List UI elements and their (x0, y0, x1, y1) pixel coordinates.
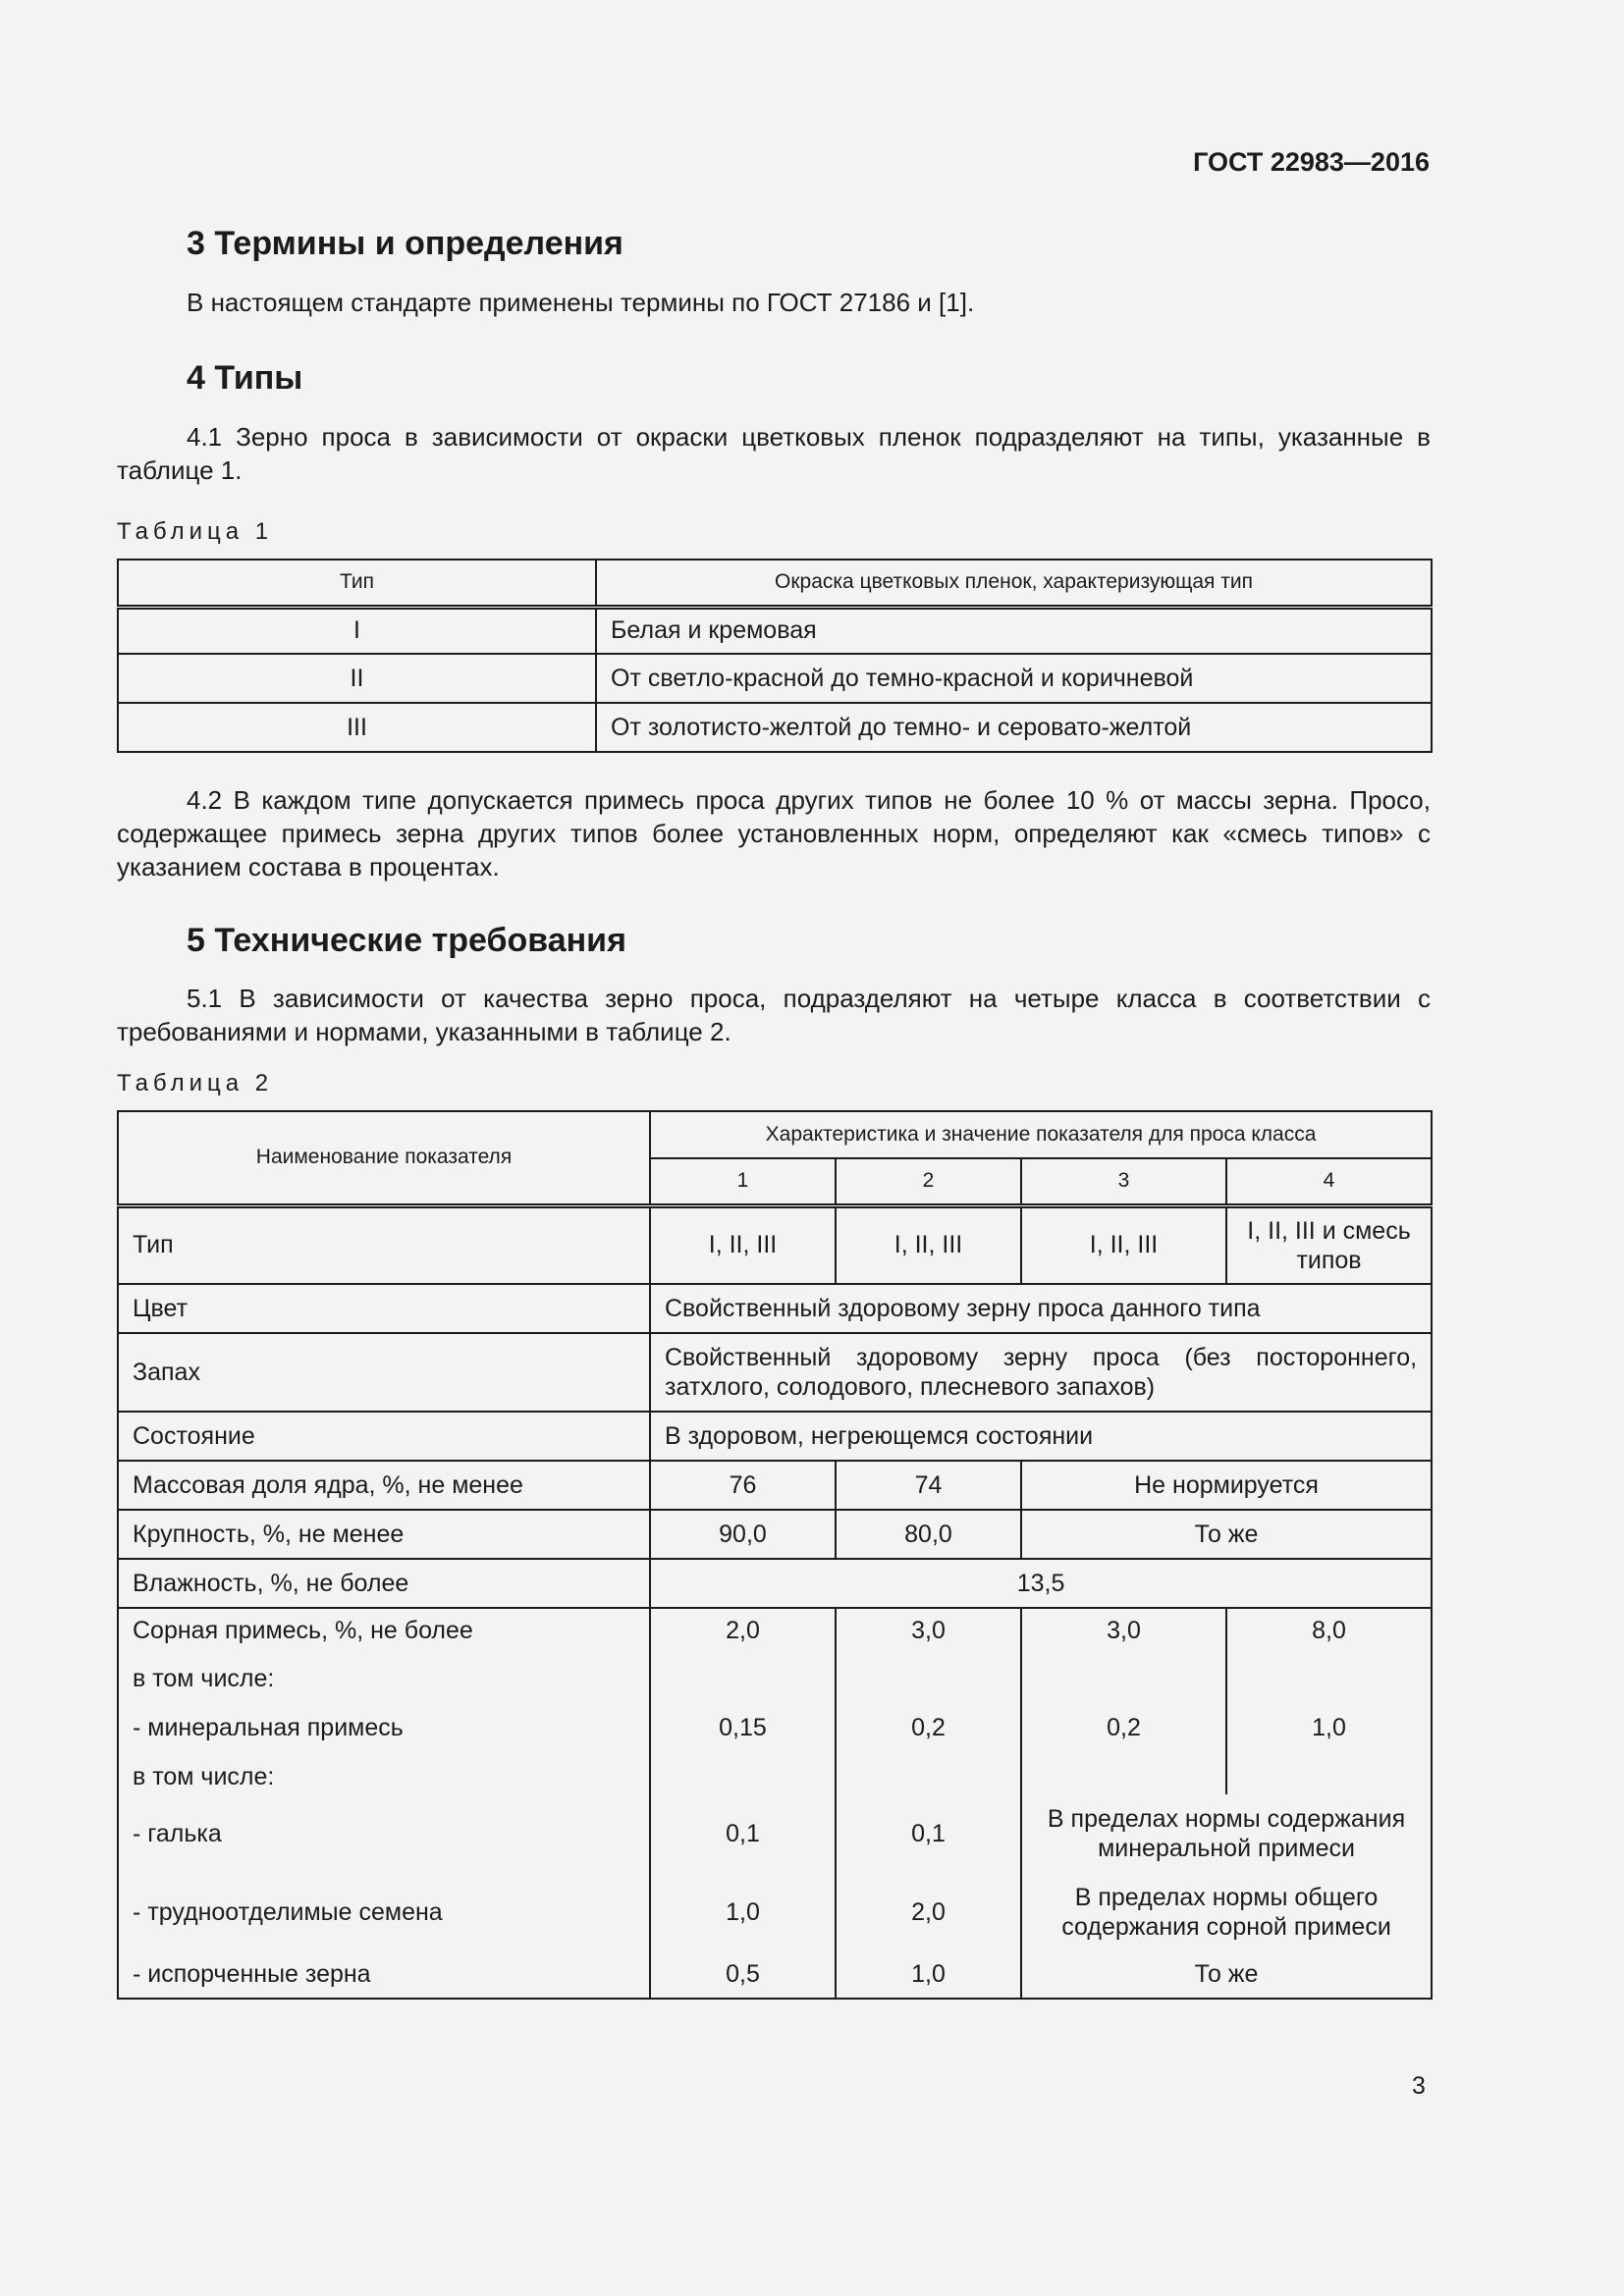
table-cell: 0,5 (650, 1951, 836, 1999)
table-cell: Свойственный здоровому зерну проса (без постороннего, затхлого, солодового, плесневого запахов) (650, 1333, 1432, 1412)
table-cell: - трудноотделимые семена (118, 1873, 650, 1951)
table-cell: I, II, III (650, 1205, 836, 1284)
table-cell: I (118, 607, 596, 654)
table-cell: в том числе: (118, 1755, 650, 1794)
table-cell: Белая и кремовая (596, 607, 1432, 654)
table-cell: 0,15 (650, 1706, 836, 1755)
table-2 (117, 1110, 1433, 2000)
table-1 (117, 559, 1433, 753)
table-cell: 0,2 (836, 1706, 1021, 1755)
table-2-header-characteristic: Характеристика и значение показателя для проса класса (650, 1111, 1432, 1158)
table-cell: 0,2 (1021, 1706, 1226, 1755)
table-cell: 76 (650, 1461, 836, 1510)
table-cell: Влажность, %, не более (118, 1559, 650, 1608)
table-cell: I, II, III и смесь типов (1226, 1205, 1432, 1284)
table-cell: Сорная примесь, %, не более (118, 1608, 650, 1657)
table-cell: Состояние (118, 1412, 650, 1461)
table-cell: То же (1021, 1951, 1432, 1999)
table-cell: Массовая доля ядра, %, не менее (118, 1461, 650, 1510)
table-cell: 13,5 (650, 1559, 1432, 1608)
table-cell: 1,0 (836, 1951, 1021, 1999)
table-cell: - минеральная примесь (118, 1706, 650, 1755)
table-2-header-class-2: 2 (836, 1158, 1021, 1205)
table-cell: - галька (118, 1794, 650, 1873)
page-number: 3 (1412, 2072, 1426, 2100)
section-3-title: 3 Термины и определения (187, 225, 623, 262)
table-cell: в том числе: (118, 1657, 650, 1706)
table-1-header-type: Тип (118, 560, 596, 607)
table-cell: В пределах нормы общего содержания сорной примеси (1021, 1873, 1432, 1951)
table-1-caption: Таблица 1 (117, 518, 274, 545)
table-cell: 1,0 (650, 1873, 836, 1951)
table-cell: От золотисто-желтой до темно- и серовато-желтой (596, 703, 1432, 752)
paragraph-5-1: 5.1 В зависимости от качества зерно проса, подразделяют на четыре класса в соответствии с требованиями и нормами, указанными в таблице 2. (117, 984, 1431, 1046)
table-2-caption: Таблица 2 (117, 1070, 274, 1096)
table-cell: 3,0 (836, 1608, 1021, 1657)
table-cell: В пределах нормы содержания минеральной примеси (1021, 1794, 1432, 1873)
table-1-header-color: Окраска цветковых пленок, характеризующая тип (596, 560, 1432, 607)
paragraph-4-2: 4.2 В каждом типе допускается примесь проса других типов не более 10 % от массы зерна. Просо, содержащее примесь зерна других типов более установленных норм, определяют как «смесь типов» с указанием состава в процентах. (117, 785, 1431, 881)
table-cell: III (118, 703, 596, 752)
table-cell: 80,0 (836, 1510, 1021, 1559)
table-cell: Свойственный здоровому зерну проса данного типа (650, 1284, 1432, 1333)
table-cell: 2,0 (836, 1873, 1021, 1951)
table-cell: I, II, III (836, 1205, 1021, 1284)
section-4-title: 4 Типы (187, 359, 303, 397)
table-cell: 3,0 (1021, 1608, 1226, 1657)
table-2-header-class-4: 4 (1226, 1158, 1432, 1205)
table-cell: 90,0 (650, 1510, 836, 1559)
table-cell: В здоровом, негреющемся состоянии (650, 1412, 1432, 1461)
table-cell: 8,0 (1226, 1608, 1432, 1657)
section-5-title: 5 Технические требования (187, 922, 626, 959)
table-cell: Крупность, %, не менее (118, 1510, 650, 1559)
section-3-text: В настоящем стандарте применены термины по ГОСТ 27186 и [1]. (187, 288, 975, 317)
table-cell: То же (1021, 1510, 1432, 1559)
table-cell: 74 (836, 1461, 1021, 1510)
table-cell: Не нормируется (1021, 1461, 1432, 1510)
table-cell: - испорченные зерна (118, 1951, 650, 1999)
table-cell: 0,1 (650, 1794, 836, 1873)
table-cell: 2,0 (650, 1608, 836, 1657)
table-cell: Цвет (118, 1284, 650, 1333)
table-cell: От светло-красной до темно-красной и коричневой (596, 654, 1432, 703)
table-2-header-name: Наименование показателя (118, 1111, 650, 1205)
table-cell: 1,0 (1226, 1706, 1432, 1755)
table-2-header-class-1: 1 (650, 1158, 836, 1205)
table-2-header-class-3: 3 (1021, 1158, 1226, 1205)
table-cell: Запах (118, 1333, 650, 1412)
table-cell: II (118, 654, 596, 703)
paragraph-4-1: 4.1 Зерно проса в зависимости от окраски цветковых пленок подразделяют на типы, указанные в таблице 1. (117, 422, 1431, 485)
table-cell: 0,1 (836, 1794, 1021, 1873)
table-cell: Тип (118, 1205, 650, 1284)
document-code: ГОСТ 22983—2016 (1193, 147, 1430, 177)
table-cell: I, II, III (1021, 1205, 1226, 1284)
